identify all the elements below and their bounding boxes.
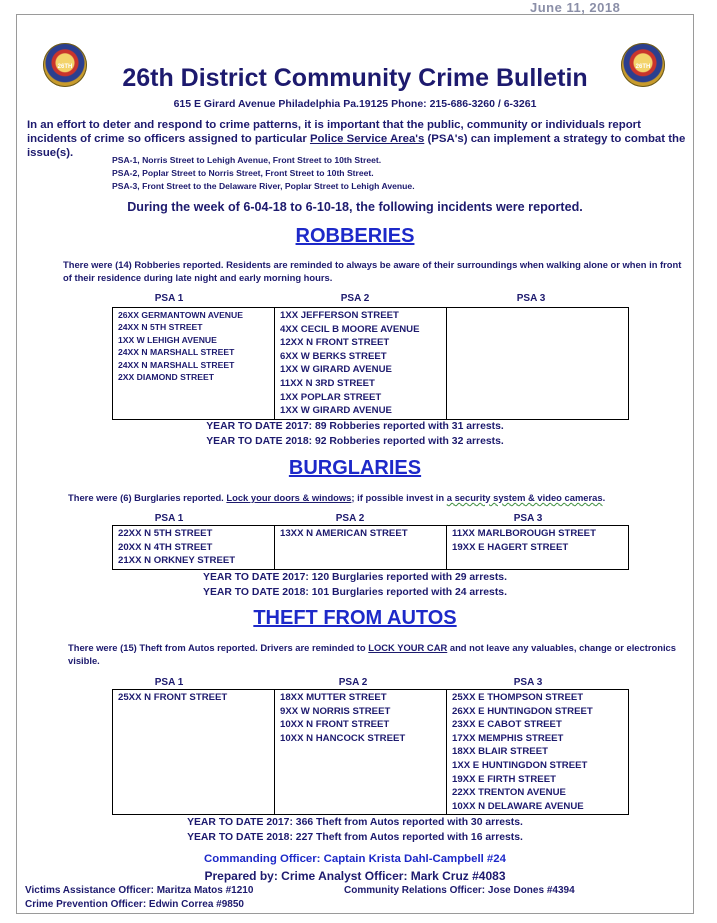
psa-definitions [112,154,415,193]
prepared-by: Prepared by: Crime Analyst Officer: Mark Cruz #4083 [204,869,506,883]
incident-location: 17XX MEMPHIS STREET [452,732,564,744]
robberies-psa3-cell [447,308,629,420]
incident-location: 11XX MARLBOROUGH STREET [452,528,596,539]
incident-location: 1XX JEFFERSON STREET [280,310,399,321]
crime-prevention-officer: Crime Prevention Officer: Edwin Correa #9850 [25,899,244,910]
incident-location: 9XX W NORRIS STREET [280,705,391,717]
incident-location: 25XX E THOMPSON STREET [452,692,584,703]
incident-location: 10XX N DELAWARE AVENUE [452,800,584,812]
theft-ytd-2018: YEAR TO DATE 2018: 227 Theft from Autos reported with 16 arrests. [187,832,523,843]
burglaries-psa1-cell [113,526,275,570]
incident-location: 24XX N 5TH STREET [118,322,203,333]
theft-title: THEFT FROM AUTOS [253,607,457,629]
robberies-ytd-2017: YEAR TO DATE 2017: 89 Robberies reported with 31 arrests. [206,421,504,432]
burglaries-psa3-cell [447,526,629,570]
psa-definition-3: PSA-3, Front Street to the Delaware River, Poplar Street to Lehigh Avenue. [112,181,415,191]
incident-location: 12XX N FRONT STREET [280,337,390,349]
lock-doors-link[interactable]: Lock your doors & windows [226,492,352,503]
security-system-link[interactable]: a security system & video cameras [446,492,603,503]
theft-table [112,689,629,815]
theft-paragraph: There were (15) Theft from Autos reported. Drivers are reminded to LOCK YOUR CAR and not leave any valuables, change or electronics visible. [68,642,676,666]
psa-definition-1: PSA-1, Norris Street to Lehigh Avenue, Front Street to 10th Street. [112,155,382,165]
police-badge-left: 26TH [43,43,87,87]
bulletin-date: June 11, 2018 [530,0,621,15]
burglaries-ytd-2018: YEAR TO DATE 2018: 101 Burglaries reported with 24 arrests. [203,587,507,598]
incident-location: 6XX W BERKS STREET [280,350,387,362]
community-relations-officer: Community Relations Officer: Jose Dones #4394 [344,885,575,896]
incident-location: 22XX TRENTON AVENUE [452,787,566,799]
week-summary: During the week of 6-04-18 to 6-10-18, the following incidents were reported. [127,200,583,214]
intro-paragraph: In an effort to deter and respond to crime patterns, it is important that the public, community or individuals report incidents of crime so officers assigned to particular Police Service Area's (PSA's) can implement a strategy to combat the issue(s). [27,119,686,159]
incident-location: 19XX E FIRTH STREET [452,773,556,785]
incident-location: 1XX POPLAR STREET [280,391,382,403]
incident-location: 24XX N MARSHALL STREET [118,359,235,370]
burglaries-paragraph: There were (6) Burglaries reported. Lock your doors & windows; if possible invest in a security system & video cameras. [68,492,606,503]
incident-location: 10XX N HANCOCK STREET [280,732,406,744]
incident-location: 10XX N FRONT STREET [280,719,390,731]
theft-psa2-cell [275,690,447,815]
incident-location: 13XX N AMERICAN STREET [280,528,408,539]
robberies-paragraph: There were (14) Robberies reported. Residents are reminded to always be aware of their surroundings when walking alone or when in front of their residence during late night and early morning hours. [63,259,682,283]
incident-location: 1XX W GIRARD AVENUE [280,364,392,376]
incident-location: 21XX N ORKNEY STREET [118,555,236,567]
commanding-officer: Commanding Officer: Captain Krista Dahl-Campbell #24 [204,853,506,865]
bulletin-page: 26TH 26TH 26th District Community Crime Bulletin 615 E Girard Avenue Philadelphia Pa.19125 Phone: 215-686-3260 / 6-3261 In an effort to deter and respond to crime patterns, it is important that the public, community or individuals report incidents of crime so officers assigned to particular Police Service Area's (PSA's) can implement a strategy to combat the issue(s). PSA-1, Norris Street to Lehigh Avenue, Front Street to 10th Street. PSA-2, Poplar Street to Norris Street, Front Street to 10th Street. PSA-3, Front Street to the Delaware River, Poplar Street to Lehigh Avenue. During the week of 6-04-18 to 6-10-18, the following incidents were reported. ROBBERIES There were (14) Robberies reported. Residents are reminded to always be aware of their surroundings when walking alone or when in front of their residence during late night and early morning hours. PSA 1 PSA 2 PSA 3 26XX GERMANTOWN AVENUE 24XX N 5TH STREET 1XX W LEHIGH AVENUE 24XX N MARSHALL STREET 24XX N MARSHALL STREET 2XX DIAMOND STREET 1XX JEFFERSON STREET 4XX CECIL B MOORE AVENUE 12XX N FRONT STREET 6XX W BERKS STREET 1XX W GIRARD AVENUE 11XX N 3RD STREET 1XX POPLAR STREET 1XX W GIRARD AVENUE YEAR TO DATE 2017: 89 Robberies reported with 31 arrests. YEAR TO DATE 2018: 92 Robberies reported with 32 arrests. BURGLARIES There were (6) Burglaries reported. Lock your doors & windows; if possible invest in a security system & video cameras. PSA 1 PSA 2 PSA 3 22XX N 5TH STREET 20XX N 4TH STREET 21XX N ORKNEY STREET 13XX N AMERICAN STREET 11XX MARLBOROUGH STREET 19XX E HAGERT STREET YEAR TO DATE 2017: 120 Burglaries reported with 29 arrests. YEAR TO DATE 2018: 101 Burglaries reported with 24 arrests. THEFT FROM AUTOS There were (15) Theft from Autos reported. Drivers are reminded to LOCK YOUR CAR and not leave any valuables, change or electronics visible. PSA 1 PSA 2 PSA 3 25XX N FRONT STREET 18XX MUTTER STREET 9XX W NORRIS STREET 10XX N FRONT STREET 10XX N HANCOCK STREET 25XX E THOMPSON STREET 26XX E HUNTINGDON STREET 23XX E CABOT STREET 17XX MEMPHIS STREET 18XX BLAIR STREET 1XX E HUNTINGDON STREET 19XX E FIRTH STREET 22XX TRENTON AVENUE 10XX N DELAWARE AVENUE YEAR TO DATE 2017: 366 Theft from Autos reported with 30 arrests. YEAR TO DATE 2018: 227 Theft from Autos reported with 16 arrests. Commanding Officer: Captain Krista Dahl-Campbell #24 Prepared by: Crime Analyst Officer: Mark Cruz #4083 Victims Assistance Officer: Maritza Matos #1210 Community Relations Officer: Jose Dones #4394 Crime Prevention Officer: Edwin Correa #9850 [16,14,694,914]
theft-psa1-cell [113,690,275,815]
incident-location: 1XX W GIRARD AVENUE [280,405,392,417]
burglaries-table [112,525,629,570]
incident-location: 18XX BLAIR STREET [452,746,548,758]
incident-location: 26XX E HUNTINGDON STREET [452,705,593,717]
incident-location: 26XX GERMANTOWN AVENUE [118,310,243,320]
page-title: 26th District Community Crime Bulletin [122,64,588,92]
burglaries-psa2-cell [275,526,447,570]
psa-definition-2: PSA-2, Poplar Street to Norris Street, Front Street to 10th Street. [112,168,374,178]
theft-psa3-cell [447,690,629,815]
burglaries-title: BURGLARIES [288,457,422,479]
theft-ytd-2017: YEAR TO DATE 2017: 366 Theft from Autos reported with 30 arrests. [187,817,523,828]
robberies-psa1-cell [113,308,275,420]
incident-location: 11XX N 3RD STREET [280,377,375,389]
psa-link[interactable]: Police Service Area's [309,133,425,145]
incident-location: 19XX E HAGERT STREET [452,541,569,553]
incident-location: 20XX N 4TH STREET [118,541,213,553]
robberies-title: ROBBERIES [295,225,415,247]
incident-location: 23XX E CABOT STREET [452,719,562,731]
robberies-table [112,307,629,420]
incident-location: 24XX N MARSHALL STREET [118,347,235,358]
police-badge-right: 26TH [621,43,665,87]
district-address: 615 E Girard Avenue Philadelphia Pa.19125 Phone: 215-686-3260 / 6-3261 [173,98,537,110]
victims-assistance-officer: Victims Assistance Officer: Maritza Matos #1210 [25,885,254,896]
robberies-psa2-cell [275,308,447,420]
incident-location: 1XX E HUNTINGDON STREET [452,759,588,771]
incident-location: 18XX MUTTER STREET [280,692,387,703]
robberies-ytd-2018: YEAR TO DATE 2018: 92 Robberies reported with 32 arrests. [206,436,504,447]
incident-location: 4XX CECIL B MOORE AVENUE [280,323,420,335]
incident-location: 1XX W LEHIGH AVENUE [118,334,217,345]
lock-your-car-link[interactable]: LOCK YOUR CAR [368,642,448,653]
incident-location: 22XX N 5TH STREET [118,528,213,539]
burglaries-ytd-2017: YEAR TO DATE 2017: 120 Burglaries reported with 29 arrests. [203,572,507,583]
incident-location: 2XX DIAMOND STREET [118,372,214,383]
incident-location: 25XX N FRONT STREET [118,692,228,703]
